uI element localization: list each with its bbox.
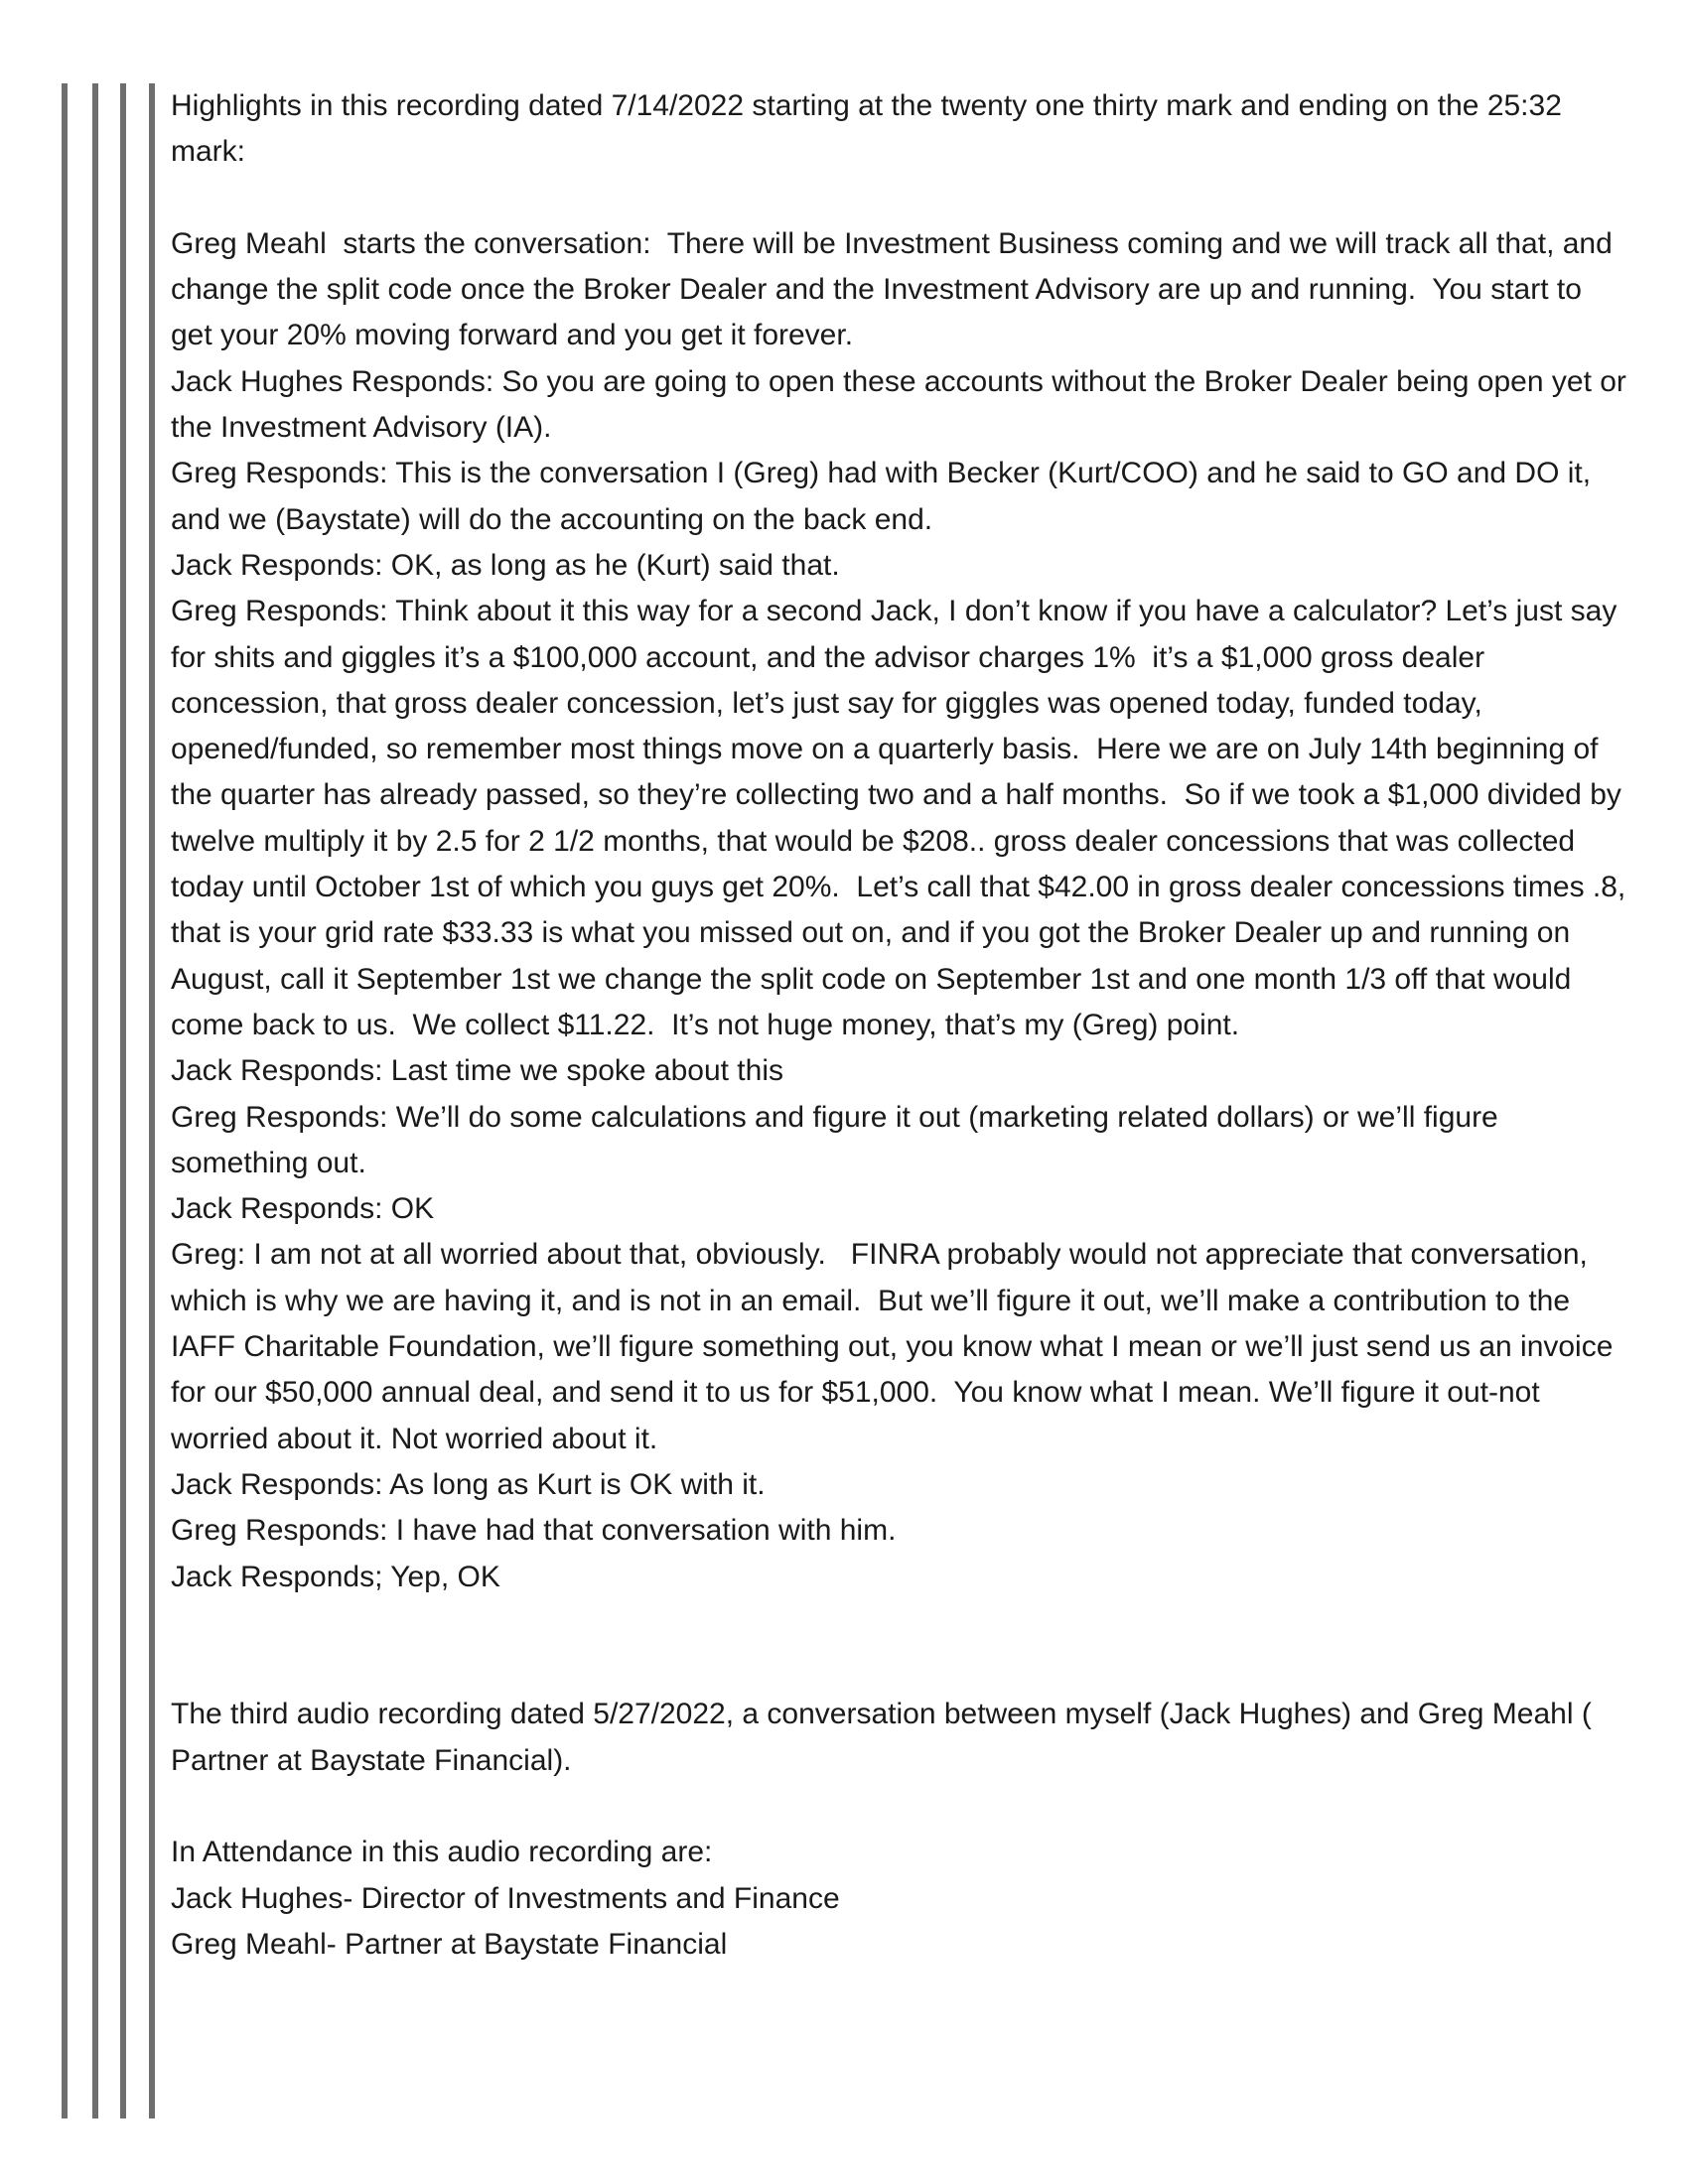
margin-bar bbox=[62, 83, 68, 2118]
document-body bbox=[171, 83, 1642, 1968]
paragraph-gap bbox=[171, 1784, 1630, 1830]
dialogue-line: Jack Responds: OK, as long as he (Kurt) said that. bbox=[171, 548, 840, 582]
dialogue-line: Greg Responds: We’ll do some calculations and figure it out (marketing related dollars) or we’ll figure something out. bbox=[171, 1100, 1507, 1179]
dialogue-line: Jack Hughes Responds: So you are going to open these accounts without the Broker Dealer being open yet or the Investment Advisory (IA). bbox=[171, 364, 1635, 445]
dialogue-line: Greg Meahl starts the conversation: There will be Investment Business coming and we will track all that, and change the split code once the Broker Dealer and the Investment Advisory are up and running. You start to get your 20% moving forward and you get it forever. bbox=[171, 226, 1621, 352]
margin-bar bbox=[120, 83, 126, 2118]
dialogue-line: Jack Responds; Yep, OK bbox=[171, 1560, 500, 1593]
dialogue-line: Jack Responds: As long as Kurt is OK with it. bbox=[171, 1467, 766, 1501]
dialogue-line: Greg Responds: Think about it this way for a second Jack, I don’t know if you have a calculator? Let’s just say for shits and giggles it’s a $100,000 account, and the advisor charges 1% it’s a $1,000 gross dealer concession, that gross dealer concession, let’s just say for giggles was opened today, funded today, opened/funded, so remember most things move on a quarterly basis. Here we are on July 14th beginning of the quarter has already passed, so they’re collecting two and a half months. So if we took a $1,000 divided by twelve multiply it by 2.5 for 2 1/2 months, that would be $208.. gross dealer concessions that was collected today until October 1st of which you guys get 20%. Let’s call that $42.00 in gross dealer concessions times .8, that is your grid rate $33.33 is what you missed out on, and if you got the Broker Dealer up and running on August, call it September 1st we change the split code on September 1st and one month 1/3 off that would come back to us. We collect $11.22. It’s not huge money, that’s my (Greg) point. bbox=[171, 595, 1642, 1041]
dialogue-line: Greg Responds: I have had that conversation with him. bbox=[171, 1514, 897, 1548]
attendance-heading: In Attendance in this audio recording are: bbox=[171, 1836, 713, 1869]
margin-bar bbox=[92, 83, 98, 2118]
dialogue-line: Greg Responds: This is the conversation I (Greg) had with Becker (Kurt/COO) and he said to GO and DO it, and we (Baystate) will do the accounting on the back end. bbox=[171, 457, 1600, 536]
intro-paragraph: Highlights in this recording dated 7/14/2022 starting at the twenty one thirty mark and ending on the 25:32 mark: bbox=[171, 89, 1571, 169]
recording-intro-paragraph: The third audio recording dated 5/27/2022, a conversation between myself (Jack Hughes) and Greg Meahl ( Partner at Baystate Financial). bbox=[171, 1698, 1601, 1777]
dialogue-line: Jack Responds: Last time we spoke about this bbox=[171, 1054, 783, 1088]
attendee-line: Jack Hughes- Director of Investments and Finance bbox=[171, 1881, 840, 1915]
paragraph-gap bbox=[171, 176, 1630, 221]
margin-bar bbox=[149, 83, 155, 2118]
dialogue-line: Greg: I am not at all worried about that, obviously. FINRA probably would not appreciate that conversation, which is why we are having it, and is not in an email. But we’ll figure it out, we’ll make a contribution to the IAFF Charitable Foundation, we’ll figure something out, you know what I mean or we’ll just send us an invoice for our $50,000 annual deal, and send it to us for $51,000. You know what I mean. We’ll figure it out-not worried about it. Not worried about it. bbox=[171, 1238, 1621, 1455]
paragraph-gap bbox=[171, 1600, 1630, 1693]
attendee-line: Greg Meahl- Partner at Baystate Financial bbox=[171, 1927, 728, 1961]
dialogue-line: Jack Responds: OK bbox=[171, 1192, 435, 1226]
